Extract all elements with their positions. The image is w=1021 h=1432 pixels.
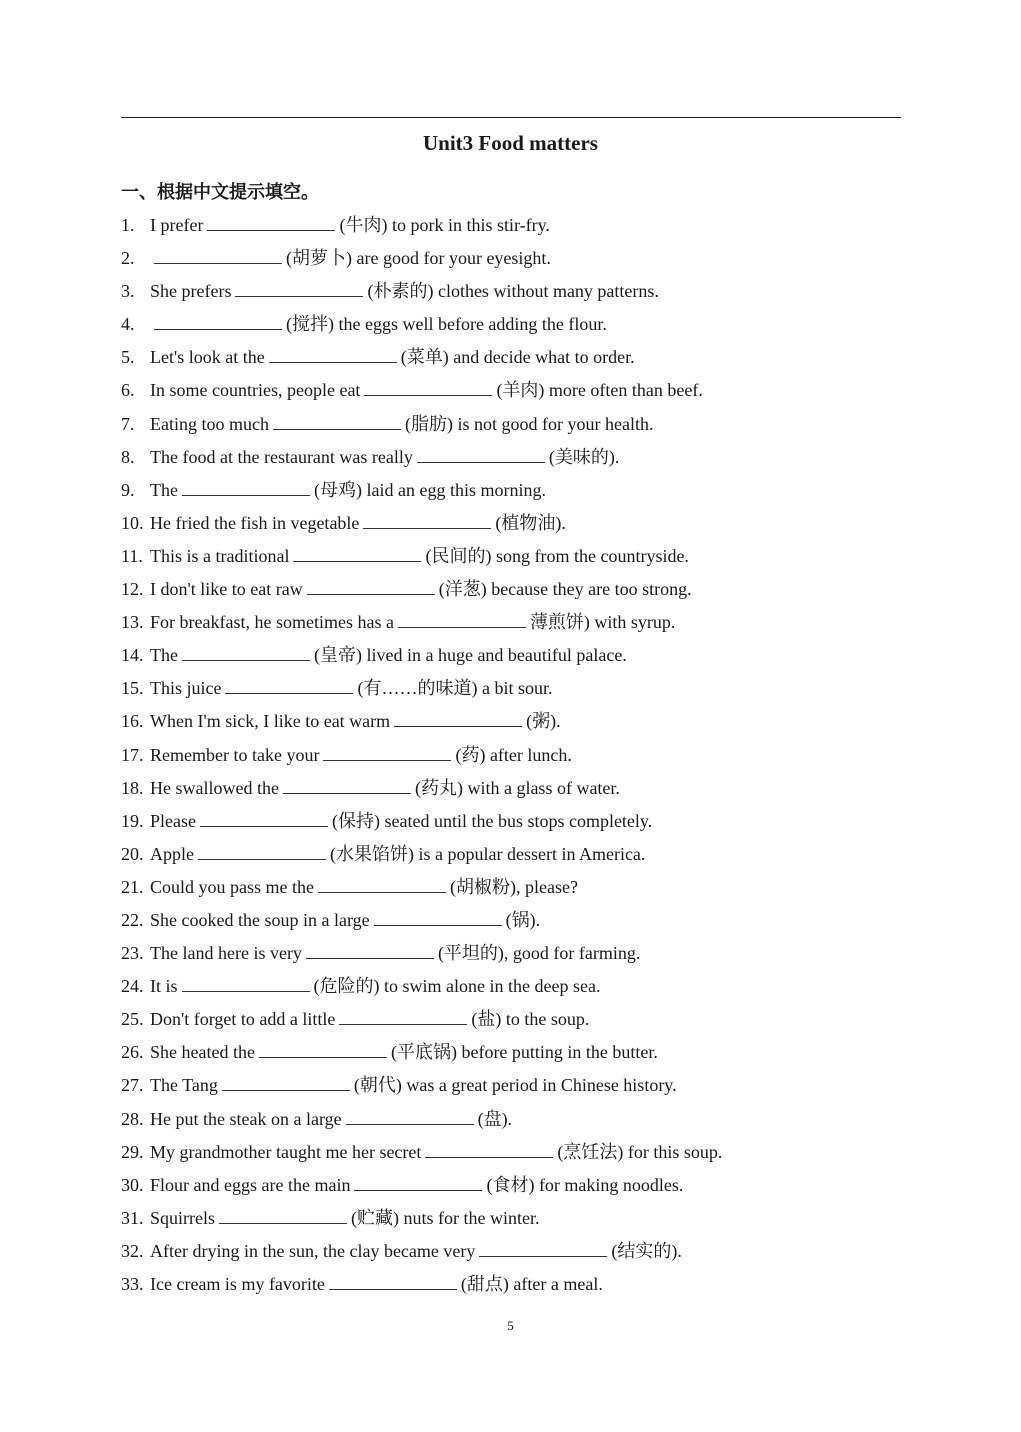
- question-item: [121, 806, 901, 839]
- answer-blank[interactable]: [222, 1072, 350, 1091]
- question-item: [121, 773, 901, 806]
- question-hint: (母鸡) laid an egg this morning.: [313, 479, 546, 500]
- question-hint: (甜点) after a meal.: [460, 1274, 603, 1294]
- question-item: [121, 607, 901, 640]
- question-item: [121, 640, 901, 673]
- question-item: [121, 905, 901, 938]
- question-text: Ice cream is my favorite: [150, 1274, 325, 1294]
- question-number: 10.: [121, 512, 144, 533]
- question-number: 23.: [121, 943, 144, 964]
- question-hint: (皇帝) lived in a huge and beautiful palace.: [313, 645, 627, 666]
- question-text: For breakfast, he sometimes has a: [150, 612, 394, 633]
- answer-blank[interactable]: [283, 775, 411, 794]
- answer-blank[interactable]: [293, 543, 421, 562]
- question-number: 9.: [121, 479, 135, 500]
- question-number: 16.: [121, 711, 144, 732]
- question-text: She prefers: [150, 281, 232, 302]
- answer-blank[interactable]: [207, 212, 335, 231]
- question-hint: (水果馅饼) is a popular dessert in America.: [330, 843, 646, 864]
- question-text: Let's look at the: [150, 347, 265, 368]
- question-number: 2.: [121, 248, 135, 269]
- question-text: The: [150, 645, 178, 666]
- question-item: [121, 706, 901, 739]
- answer-blank[interactable]: [354, 1172, 482, 1191]
- question-item: [121, 276, 901, 309]
- question-text: The: [150, 479, 178, 500]
- question-hint: (平底锅) before putting in the butter.: [390, 1042, 658, 1063]
- question-hint: (胡椒粉), please?: [450, 876, 578, 897]
- answer-blank[interactable]: [363, 510, 491, 529]
- question-hint: (牛肉) to pork in this stir-fry.: [339, 215, 550, 235]
- answer-blank[interactable]: [182, 477, 310, 496]
- question-hint: (药) after lunch.: [455, 744, 572, 765]
- answer-blank[interactable]: [154, 311, 282, 330]
- answer-blank[interactable]: [200, 808, 328, 827]
- answer-blank[interactable]: [154, 245, 282, 264]
- question-text: Squirrels: [150, 1207, 215, 1228]
- question-number: 1.: [121, 215, 135, 235]
- question-hint: (搅拌) the eggs well before adding the flour.: [286, 314, 607, 335]
- question-hint: (粥).: [526, 711, 561, 732]
- answer-blank[interactable]: [306, 940, 434, 959]
- question-hint: (锅).: [505, 909, 541, 930]
- question-number: 18.: [121, 777, 144, 798]
- answer-blank[interactable]: [307, 576, 435, 595]
- question-number: 27.: [121, 1075, 144, 1096]
- question-item: [121, 574, 901, 607]
- answer-blank[interactable]: [346, 1106, 474, 1125]
- question-item: [121, 971, 901, 1004]
- answer-blank[interactable]: [374, 907, 502, 926]
- question-text: It is: [150, 976, 178, 997]
- answer-blank[interactable]: [182, 973, 310, 992]
- answer-blank[interactable]: [394, 708, 522, 727]
- question-number: 20.: [121, 843, 144, 864]
- answer-blank[interactable]: [425, 1139, 553, 1158]
- question-number: 8.: [121, 446, 135, 467]
- answer-blank[interactable]: [318, 874, 446, 893]
- question-text: He fried the fish in vegetable: [150, 512, 360, 533]
- question-item: [121, 409, 901, 442]
- question-hint: (菜单) and decide what to order.: [400, 347, 635, 368]
- question-number: 5.: [121, 347, 135, 368]
- question-number: 31.: [121, 1207, 144, 1228]
- question-hint: (食材) for making noodles.: [486, 1174, 684, 1195]
- question-text: After drying in the sun, the clay became very: [150, 1240, 476, 1261]
- question-item: [121, 243, 901, 276]
- question-number: 32.: [121, 1240, 144, 1261]
- answer-blank[interactable]: [323, 742, 451, 761]
- question-text: She cooked the soup in a large: [150, 909, 370, 930]
- question-text: I don't like to eat raw: [150, 579, 303, 600]
- question-hint: (盘).: [477, 1108, 513, 1129]
- question-text: Apple: [150, 843, 194, 864]
- question-hint: (烹饪法) for this soup.: [557, 1141, 723, 1162]
- question-item: [121, 442, 901, 475]
- question-number: 13.: [121, 612, 144, 633]
- question-item: [121, 210, 901, 243]
- question-hint: (朝代) was a great period in Chinese history.: [353, 1075, 677, 1096]
- question-hint: 薄煎饼) with syrup.: [529, 612, 676, 633]
- question-item: [121, 938, 901, 971]
- question-hint: (结实的).: [611, 1240, 682, 1261]
- question-number: 6.: [121, 380, 135, 401]
- page-number: 5: [507, 1318, 514, 1333]
- question-number: 29.: [121, 1141, 144, 1162]
- question-list: [121, 210, 901, 1302]
- question-item: [121, 1004, 901, 1037]
- question-text: Eating too much: [150, 413, 269, 434]
- question-text: The Tang: [150, 1075, 218, 1096]
- question-hint: (美味的).: [548, 446, 620, 467]
- answer-blank[interactable]: [259, 1039, 387, 1058]
- question-number: 22.: [121, 909, 144, 930]
- question-item: [121, 475, 901, 508]
- question-item: [121, 1037, 901, 1070]
- question-number: 21.: [121, 876, 144, 897]
- question-item: [121, 1104, 901, 1137]
- question-hint: (羊肉) more often than beef.: [496, 380, 703, 401]
- answer-blank[interactable]: [269, 344, 397, 363]
- question-number: 4.: [121, 314, 135, 335]
- answer-blank[interactable]: [364, 377, 492, 396]
- question-hint: (洋葱) because they are too strong.: [438, 579, 692, 600]
- answer-blank[interactable]: [398, 609, 526, 628]
- question-text: Don't forget to add a little: [150, 1009, 336, 1030]
- question-number: 14.: [121, 645, 144, 666]
- question-hint: (脂肪) is not good for your health.: [404, 413, 654, 434]
- answer-blank[interactable]: [235, 278, 363, 297]
- question-text: The food at the restaurant was really: [150, 446, 413, 467]
- question-item: [121, 1070, 901, 1103]
- question-item: [121, 1203, 901, 1236]
- question-item: [121, 342, 901, 375]
- answer-blank[interactable]: [339, 1006, 467, 1025]
- question-number: 24.: [121, 976, 144, 997]
- answer-blank[interactable]: [479, 1238, 607, 1257]
- question-hint: (药丸) with a glass of water.: [414, 777, 620, 798]
- question-number: 19.: [121, 810, 144, 831]
- question-text: In some countries, people eat: [150, 380, 361, 401]
- question-number: 3.: [121, 281, 135, 302]
- answer-blank[interactable]: [273, 411, 401, 430]
- question-item: [121, 673, 901, 706]
- question-item: [121, 1137, 901, 1170]
- question-hint: (胡萝卜) are good for your eyesight.: [286, 248, 551, 269]
- question-number: 25.: [121, 1009, 144, 1030]
- question-text: This juice: [150, 678, 222, 699]
- question-number: 7.: [121, 413, 135, 434]
- question-text: Please: [150, 810, 196, 831]
- question-text: He put the steak on a large: [150, 1108, 342, 1129]
- question-item: [121, 839, 901, 872]
- question-hint: (民间的) song from the countryside.: [425, 545, 689, 566]
- answer-blank[interactable]: [225, 675, 353, 694]
- question-item: [121, 309, 901, 342]
- answer-blank[interactable]: [182, 642, 310, 661]
- page-title: Unit3 Food matters: [423, 131, 598, 155]
- header-rule: [121, 117, 901, 118]
- question-number: 11.: [121, 545, 143, 566]
- question-hint: (朴素的) clothes without many patterns.: [367, 281, 659, 302]
- question-item: [121, 375, 901, 408]
- question-hint: (危险的) to swim alone in the deep sea.: [313, 976, 601, 997]
- question-text: She heated the: [150, 1042, 255, 1063]
- question-text: Flour and eggs are the main: [150, 1174, 351, 1195]
- answer-blank[interactable]: [329, 1271, 457, 1290]
- question-text: Could you pass me the: [150, 876, 314, 897]
- question-item: [121, 541, 901, 574]
- answer-blank[interactable]: [417, 444, 545, 463]
- question-item: [121, 1269, 901, 1302]
- question-item: [121, 740, 901, 773]
- question-number: 15.: [121, 678, 144, 699]
- question-hint: (平坦的), good for farming.: [437, 943, 641, 964]
- answer-blank[interactable]: [219, 1205, 347, 1224]
- question-hint: (贮藏) nuts for the winter.: [351, 1207, 540, 1228]
- question-text: Remember to take your: [150, 744, 320, 765]
- question-text: He swallowed the: [150, 777, 279, 798]
- question-number: 30.: [121, 1174, 144, 1195]
- question-item: [121, 1170, 901, 1203]
- question-item: [121, 508, 901, 541]
- question-text: When I'm sick, I like to eat warm: [150, 711, 391, 732]
- section-heading: 一、根据中文提示填空。: [121, 182, 319, 203]
- question-number: 33.: [121, 1274, 144, 1294]
- question-text: This is a traditional: [150, 545, 290, 566]
- question-number: 26.: [121, 1042, 144, 1063]
- question-text: The land here is very: [150, 943, 302, 964]
- question-item: [121, 1236, 901, 1269]
- question-number: 17.: [121, 744, 144, 765]
- question-hint: (保持) seated until the bus stops completely.: [331, 810, 653, 831]
- question-hint: (盐) to the soup.: [471, 1009, 590, 1030]
- question-number: 28.: [121, 1108, 144, 1129]
- question-number: 12.: [121, 579, 144, 600]
- question-hint: (植物油).: [495, 512, 566, 533]
- question-text: My grandmother taught me her secret: [150, 1141, 422, 1162]
- question-item: [121, 872, 901, 905]
- answer-blank[interactable]: [198, 841, 326, 860]
- question-hint: (有……的味道) a bit sour.: [357, 678, 553, 699]
- question-text: I prefer: [150, 215, 204, 235]
